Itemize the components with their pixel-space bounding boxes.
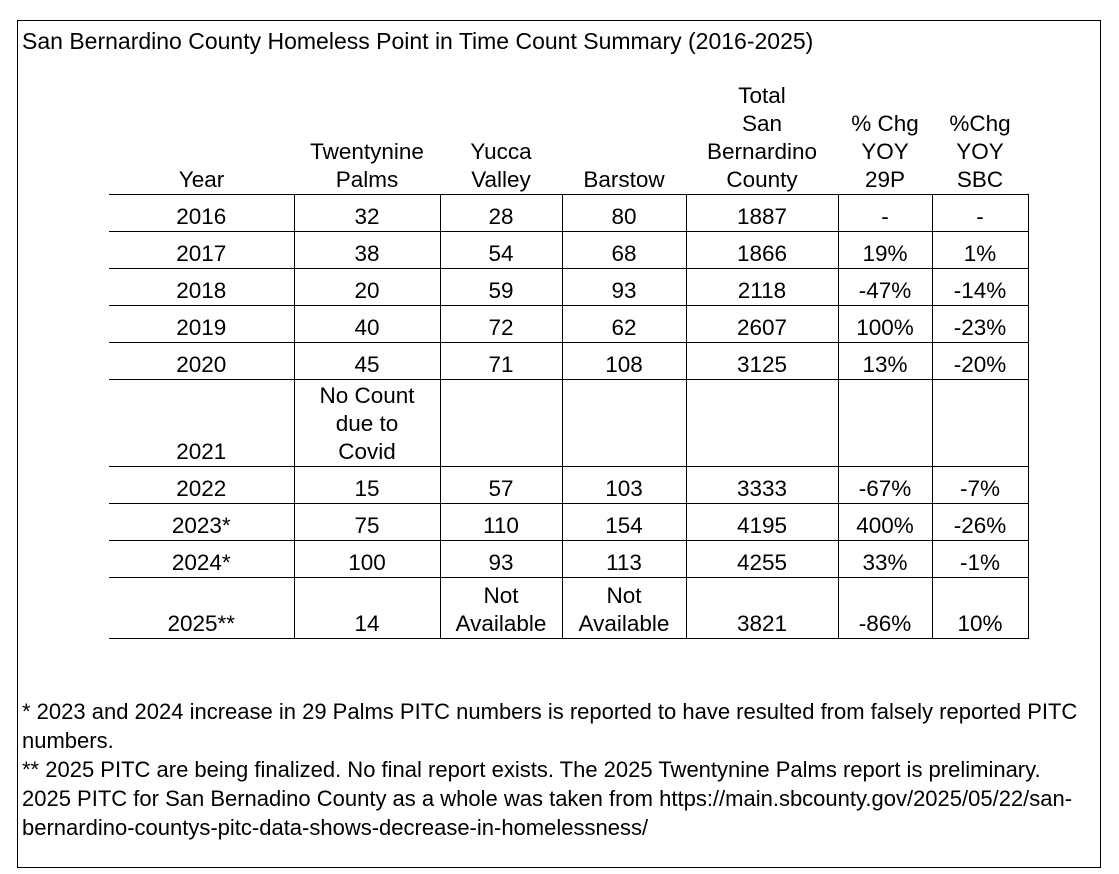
- cell-barstow: 103: [562, 467, 686, 504]
- cell-yucca-valley: 71: [440, 343, 562, 380]
- cell-chg-29p: [838, 380, 932, 467]
- col-header-year: Year: [178, 167, 225, 192]
- cell-barstow: 154: [562, 504, 686, 541]
- footnote-double-asterisk: ** 2025 PITC are being finalized. No final report exists. The 2025 Twentynine Palms report is preliminary. 2025 PITC for San Bernadino County as a whole was taken from https://main.sbcounty.gov/2025/05/22/san-bernardino-countys-pitc-data-shows-decrease-in-homelessness/: [22, 757, 1073, 840]
- cell-year: 2021: [109, 380, 294, 467]
- cell-chg-29p: -86%: [838, 578, 932, 639]
- cell-barstow: [562, 578, 686, 639]
- cell-twentynine-palms: 100: [294, 541, 440, 578]
- cell-chg-29p: -: [838, 195, 932, 232]
- cell-chg-29p: -47%: [838, 269, 932, 306]
- cell-twentynine-palms: 32: [294, 195, 440, 232]
- cell-yucca-valley: 72: [440, 306, 562, 343]
- cell-yucca-valley: 59: [440, 269, 562, 306]
- col-header-chg-sbc: %Chg YOY SBC: [949, 111, 1011, 192]
- table-row: [109, 343, 1028, 380]
- cell-year: 2023*: [109, 504, 294, 541]
- col-header-barstow: Barstow: [583, 167, 665, 192]
- cell-sbc-total: 2118: [686, 269, 838, 306]
- table-row: [109, 269, 1028, 306]
- cell-barstow: 93: [562, 269, 686, 306]
- cell-chg-29p: 400%: [838, 504, 932, 541]
- cell-chg-29p: 13%: [838, 343, 932, 380]
- cell-chg-sbc: -1%: [932, 541, 1028, 578]
- cell-barstow: [562, 380, 686, 467]
- cell-twentynine-palms: 75: [294, 504, 440, 541]
- cell-chg-sbc: -23%: [932, 306, 1028, 343]
- cell-sbc-total: 4255: [686, 541, 838, 578]
- cell-barstow-text: Not Available: [578, 583, 670, 636]
- cell-sbc-total: 1866: [686, 232, 838, 269]
- cell-yucca-valley: 54: [440, 232, 562, 269]
- cell-twentynine-palms: 40: [294, 306, 440, 343]
- cell-twentynine-palms: 45: [294, 343, 440, 380]
- sheet-title: San Bernardino County Homeless Point in Time Count Summary (2016-2025): [22, 28, 814, 54]
- cell-sbc-total: 4195: [686, 504, 838, 541]
- cell-barstow: 68: [562, 232, 686, 269]
- cell-twentynine-palms: 38: [294, 232, 440, 269]
- footnotes: [22, 697, 1092, 842]
- cell-sbc-total: 1887: [686, 195, 838, 232]
- cell-year: 2025**: [109, 578, 294, 639]
- table-row: [109, 467, 1028, 504]
- cell-barstow: 113: [562, 541, 686, 578]
- cell-twentynine-palms: 15: [294, 467, 440, 504]
- cell-chg-sbc: -: [932, 195, 1028, 232]
- cell-chg-sbc: -26%: [932, 504, 1028, 541]
- cell-sbc-total: 3821: [686, 578, 838, 639]
- cell-barstow: 108: [562, 343, 686, 380]
- cell-year: 2018: [109, 269, 294, 306]
- cell-yucca-valley: [440, 380, 562, 467]
- cell-year: 2022: [109, 467, 294, 504]
- cell-twentynine-palms: 20: [294, 269, 440, 306]
- table-row: [109, 578, 1028, 639]
- cell-chg-29p: 19%: [838, 232, 932, 269]
- summary-table: [109, 61, 1029, 639]
- cell-twentynine-palms: 14: [294, 578, 440, 639]
- cell-chg-sbc: [932, 380, 1028, 467]
- cell-barstow: 62: [562, 306, 686, 343]
- cell-chg-29p: 33%: [838, 541, 932, 578]
- cell-barstow: 80: [562, 195, 686, 232]
- table-row: [109, 541, 1028, 578]
- cell-year: 2019: [109, 306, 294, 343]
- header-row: [109, 61, 1028, 195]
- cell-yucca-valley: 57: [440, 467, 562, 504]
- cell-year: 2020: [109, 343, 294, 380]
- col-header-twentynine-palms: Twentynine Palms: [310, 139, 424, 192]
- cell-sbc-total: 3125: [686, 343, 838, 380]
- col-header-chg-29p: % Chg YOY 29P: [851, 111, 919, 192]
- cell-yucca-valley: [440, 578, 562, 639]
- table-row: [109, 306, 1028, 343]
- cell-yucca-valley: 110: [440, 504, 562, 541]
- cell-twentynine-palms: No Count due to Covid: [294, 380, 440, 467]
- cell-yucca-valley: 28: [440, 195, 562, 232]
- cell-chg-sbc: -7%: [932, 467, 1028, 504]
- table-row: [109, 232, 1028, 269]
- cell-chg-sbc: -14%: [932, 269, 1028, 306]
- col-header-sbc-total: Total San Bernardino County: [706, 83, 818, 192]
- cell-sbc-total: 2607: [686, 306, 838, 343]
- cell-chg-29p: -67%: [838, 467, 932, 504]
- table-row: [109, 504, 1028, 541]
- cell-yucca-valley-text: Not Available: [455, 583, 547, 636]
- table-row: [109, 195, 1028, 232]
- cell-chg-sbc: 10%: [932, 578, 1028, 639]
- footnote-single-asterisk: * 2023 and 2024 increase in 29 Palms PITC numbers is reported to have resulted from falsely reported PITC numbers.: [22, 699, 1078, 753]
- cell-yucca-valley: 93: [440, 541, 562, 578]
- table-row: [109, 380, 1028, 467]
- cell-chg-sbc: -20%: [932, 343, 1028, 380]
- cell-year: 2017: [109, 232, 294, 269]
- cell-sbc-total: 3333: [686, 467, 838, 504]
- cell-year: 2016: [109, 195, 294, 232]
- col-header-yucca-valley: Yucca Valley: [470, 139, 532, 192]
- cell-year: 2024*: [109, 541, 294, 578]
- summary-sheet: [17, 20, 1101, 868]
- cell-chg-sbc: 1%: [932, 232, 1028, 269]
- cell-sbc-total: [686, 380, 838, 467]
- cell-chg-29p: 100%: [838, 306, 932, 343]
